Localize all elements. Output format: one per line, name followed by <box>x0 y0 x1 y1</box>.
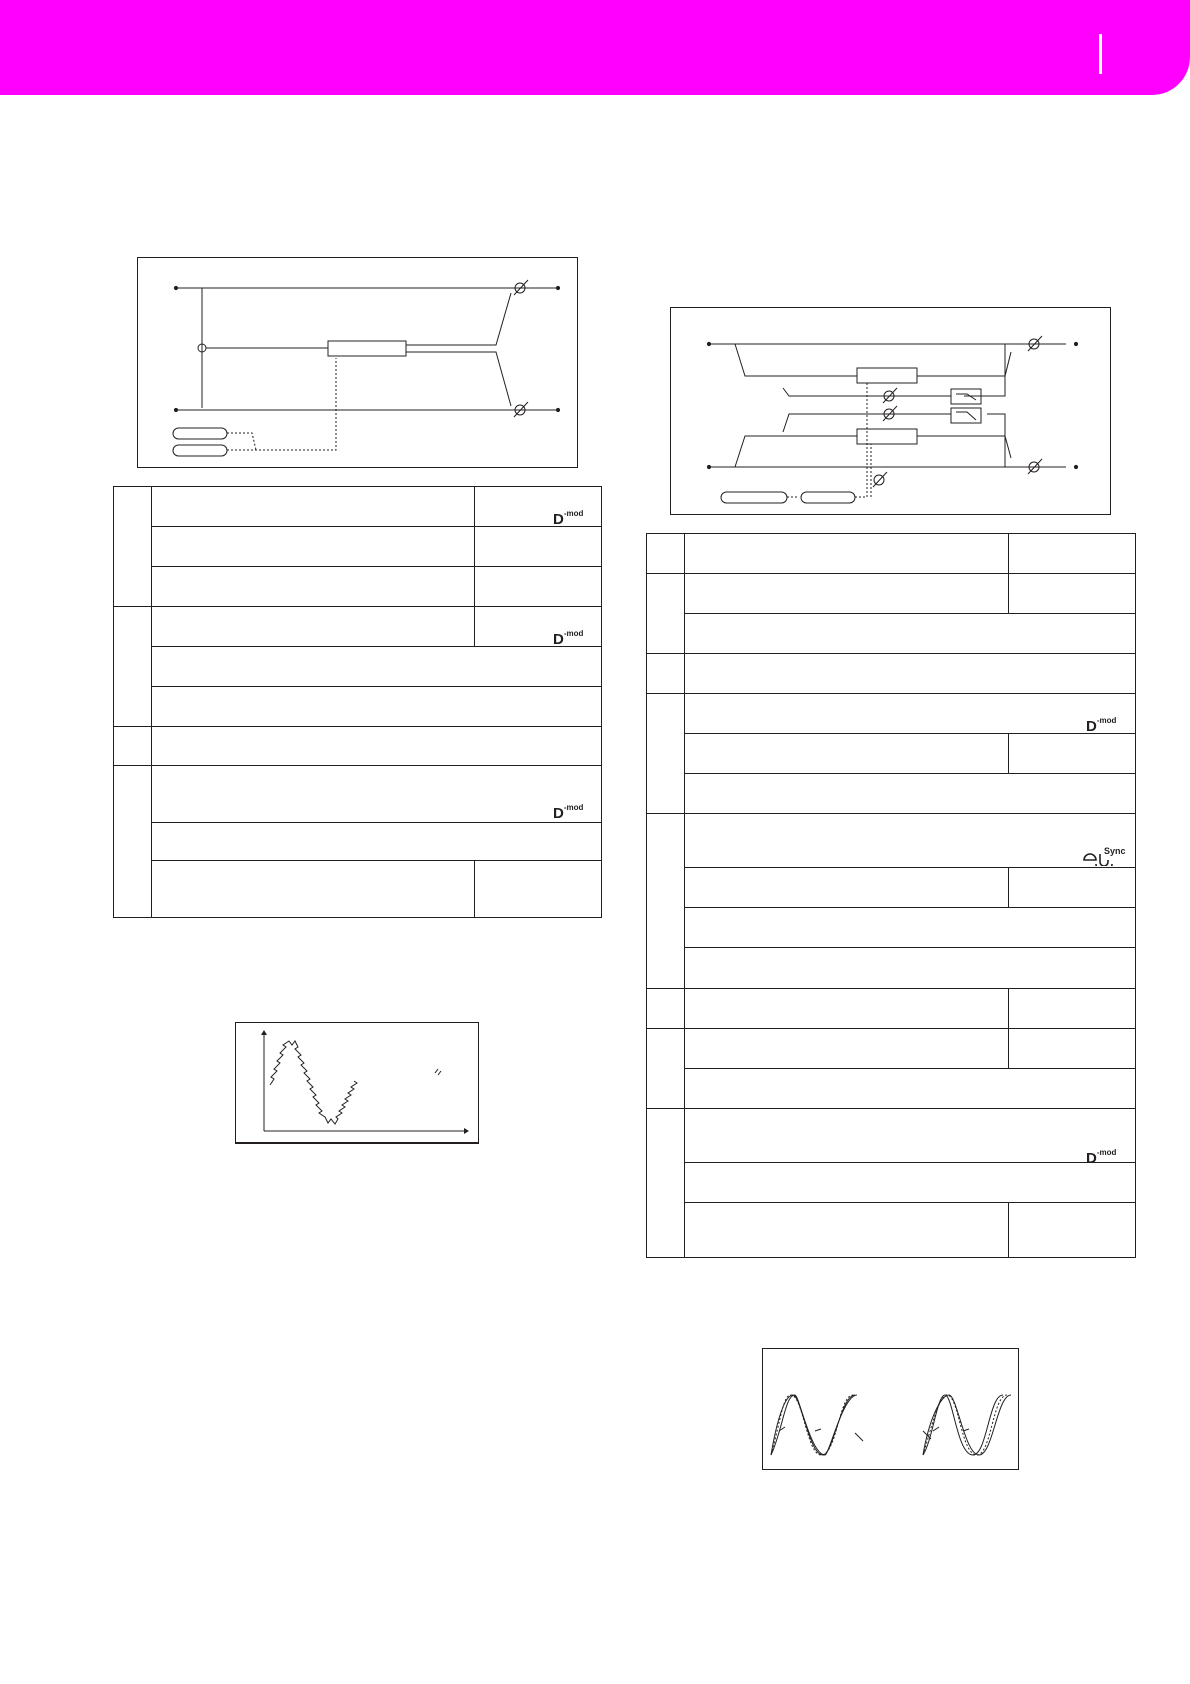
page-header-bar <box>0 0 1190 95</box>
left-waveform-figure <box>235 1022 479 1144</box>
dmod-icon: $D^{-mod}$ <box>553 509 584 528</box>
dmod-icon: $D^{-mod}$ <box>553 629 584 648</box>
left-block-diagram <box>137 257 578 468</box>
dmod-icon: $D^{-mod}$ <box>1086 1148 1117 1167</box>
right-block-diagram-svg <box>671 308 1110 514</box>
left-parameter-table <box>113 486 602 918</box>
dmod-icon: $D^{-mod}$ <box>1086 716 1117 735</box>
right-parameter-table: $D^{-mod}$ Sync $D^{-mod}$ <box>646 533 1136 1258</box>
right-block-diagram <box>670 307 1111 515</box>
right-waveform-svg <box>763 1349 1018 1469</box>
header-tick-mark <box>1099 34 1102 74</box>
dmod-icon: $D^{-mod}$ <box>553 803 584 822</box>
left-waveform-svg <box>236 1023 478 1142</box>
left-block-diagram-svg <box>138 258 577 467</box>
right-waveform-figure <box>762 1348 1019 1470</box>
